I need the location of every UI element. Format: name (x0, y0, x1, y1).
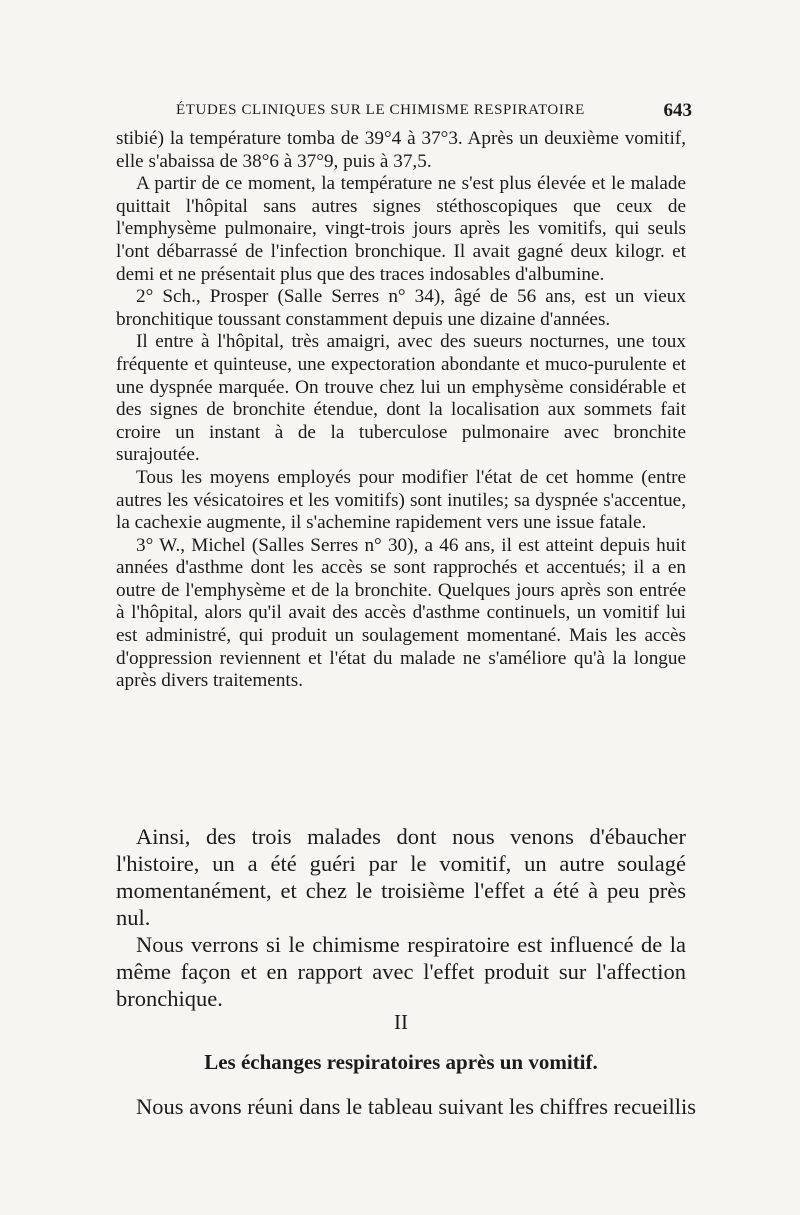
paragraph: Il entre à l'hôpital, très amaigri, avec des sueurs nocturnes, une toux fréquente et quinteuse, une expectoration abondante et muco-purulente et une dyspnée marquée. On trouve chez lui un emphysème considérable et des signes de bronchite étendue, dont la localisation aux sommets fait croire un instant à de la tuberculose pulmonaire avec bronchite surajoutée. (116, 331, 686, 466)
paragraph: A partir de ce moment, la température ne s'est plus élevée et le malade quittait l'hôpital sans autres signes stéthoscopiques que ceux de l'emphysème pulmonaire, vingt-trois jours après les vomitifs, qui seuls l'ont débarrassé de l'infection bronchique. Il avait gagné deux kilogr. et demi et ne présentait plus que des traces indosables d'albumine. (116, 173, 686, 285)
paragraph: 3° W., Michel (Salles Serres n° 30), a 46 ans, il est atteint depuis huit années d'asthme dont les accès se sont rapprochés et accentués; il a en outre de l'emphysème et de la bronchite. Quelques jours après son entrée à l'hôpital, alors qu'il avait des accès d'asthme continuels, un vomitif lui est administré, qui produit un soulagement momentané. Mais les accès d'oppression reviennent et l'état du malade ne s'améliore qu'à la longue après divers traitements. (116, 534, 686, 692)
paragraph: Nous verrons si le chimisme respiratoire est influencé de la même façon et en rapport avec l'effet produit sur l'affection bronchique. (116, 932, 686, 1011)
page-number: 643 (663, 100, 692, 121)
paragraph: Tous les moyens employés pour modifier l'état de cet homme (entre autres les vésicatoires et les vomitifs) sont inutiles; sa dyspnée s'accentue, la cachexie augmente, il s'achemine rapidement vers une issue fatale. (116, 466, 686, 534)
body-text-large (116, 823, 686, 1012)
running-head: ÉTUDES CLINIQUES SUR LE CHIMISME RESPIRATOIRE (176, 102, 585, 118)
body-text-small (116, 128, 686, 693)
page-header (116, 100, 692, 122)
paragraph: 2° Sch., Prosper (Salle Serres n° 34), âgé de 56 ans, est un vieux bronchitique toussant constamment depuis une dizaine d'années. (116, 286, 686, 330)
paragraph: stibié) la température tomba de 39°4 à 37°3. Après un deuxième vomitif, elle s'abaissa de 38°6 à 37°9, puis à 37,5. (116, 128, 686, 172)
paragraph-first-line: Nous avons réuni dans le tableau suivant les chiffres recueillis (136, 1094, 697, 1119)
paragraph: Ainsi, des trois malades dont nous venons d'ébaucher l'histoire, un a été guéri par le vomitif, un autre soulagé momentanément, et chez le troisième l'effet a été à peu près nul. (116, 824, 686, 930)
section-title: Les échanges respiratoires après un vomitif. (204, 1050, 598, 1074)
section-number: II (394, 1010, 408, 1034)
